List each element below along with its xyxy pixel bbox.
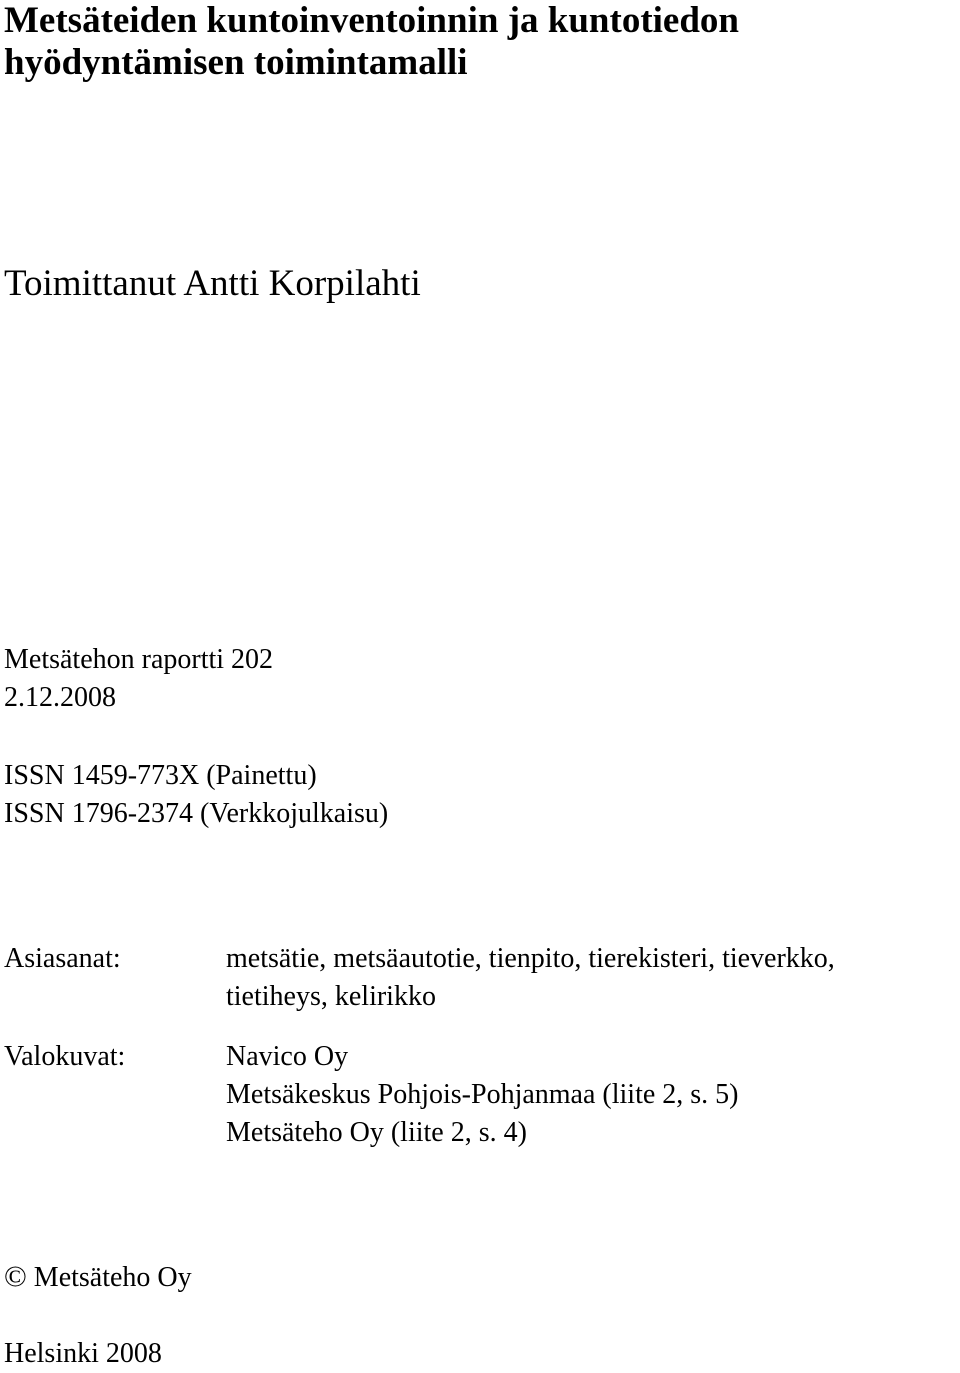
photo-credit-item: Metsäteho Oy (liite 2, s. 4) [226,1117,527,1148]
keywords-line-2: tietiheys, kelirikko [226,981,436,1012]
copyright-line [4,1258,192,1297]
title-line-2: hyödyntämisen toimintamalli [4,42,468,83]
keywords-line-1: metsätie, metsäautotie, tienpito, tierekisteri, tieverkko, [226,943,835,974]
document-title [4,0,739,84]
place-year: Helsinki 2008 [4,1338,162,1369]
copyright-icon: © [4,1260,27,1293]
title-line-1: Metsäteiden kuntoinventoinnin ja kuntotiedon [4,0,739,41]
issn-online: ISSN 1796-2374 (Verkkojulkaisu) [4,798,389,829]
photos-label: Valokuvat: [4,1041,126,1072]
photo-credit-item: Navico Oy [226,1041,349,1072]
keywords-value [226,940,956,1016]
report-series: Metsätehon raportti 202 [4,644,274,675]
photo-credit-item: Metsäkeskus Pohjois-Pohjanmaa (liite 2, s. 5) [226,1079,739,1110]
editor-credit: Toimittanut Antti Korpilahti [4,263,421,304]
report-date: 2.12.2008 [4,682,116,713]
issn-print: ISSN 1459-773X (Painettu) [4,760,317,791]
copyright-holder: Metsäteho Oy [33,1262,192,1293]
keywords-label: Asiasanat: [4,943,121,974]
photo-credits [226,1038,739,1152]
